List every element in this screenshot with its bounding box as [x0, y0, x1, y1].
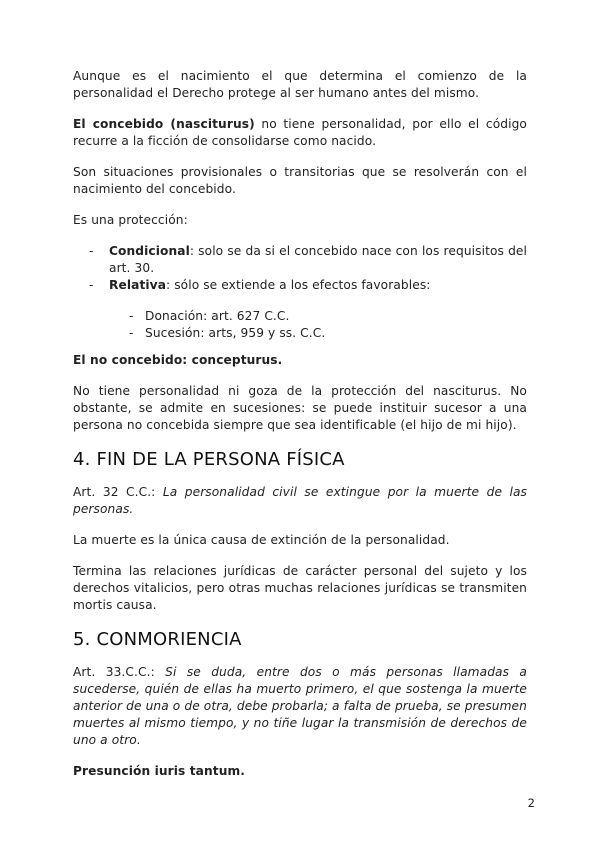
list-item-conditional — [109, 243, 527, 277]
paragraph-birth-protection: Aunque es el nacimiento el que determina el comienzo de la personalidad el Derecho protege al ser humano antes del mismo. — [73, 69, 527, 100]
page-content — [73, 68, 527, 794]
paragraph-art-33 — [73, 664, 527, 749]
section-heading-end-of-person: 4. FIN DE LA PERSONA FÍSICA — [73, 449, 345, 470]
paragraph-protection-intro: Es una protección: — [73, 213, 188, 227]
list-item-relative-text: : sólo se extiende a los efectos favorables: — [166, 278, 431, 292]
protection-types-list — [73, 243, 527, 294]
favorable-effects-list — [73, 308, 527, 342]
article-33-label: Art. 33.C.C.: — [73, 665, 166, 679]
term-concepturus: El no concebido: concepturus. — [73, 353, 283, 367]
paragraph-art-32 — [73, 484, 527, 518]
article-32-label: Art. 32 C.C.: — [73, 485, 163, 499]
paragraph-concepturus-text: No tiene personalidad ni goza de la protección del nasciturus. No obstante, se admite en sucesiones: se puede instituir sucesor a una persona no concebida siempre que sea identificable (el hijo de mi hijo). — [73, 384, 527, 432]
paragraph-concepturus — [73, 352, 527, 369]
term-relative: Relativa — [109, 278, 167, 292]
term-nasciturus: El concebido (nasciturus) — [73, 117, 255, 131]
paragraph-nasciturus-text: no tiene personalidad, por ello el código recurre a la ficción de consolidarse como nacido. — [73, 117, 527, 148]
section-heading-conmoriencia: 5. CONMORIENCIA — [73, 629, 242, 650]
paragraph-legal-relations: Termina las relaciones jurídicas de carácter personal del sujeto y los derechos vitalicios, pero otras muchas relaciones jurídicas se transmiten mortis causa. — [73, 564, 527, 612]
list-item-donation: - Donación: art. 627 C.C. — [145, 308, 527, 325]
article-33-quote: Si se duda, entre dos o más personas llamadas a sucederse, quién de ellas ha muerto primero, el que sostenga la muerte anterior de una o de otra, debe probarla; a falta de prueba, se presumen muertes al mismo tiempo, y no tiñe lugar la transmisión de derechos de uno a otro. — [73, 665, 527, 747]
article-32-quote: La personalidad civil se extingue por la muerte de las personas. — [73, 485, 527, 516]
paragraph-provisional-situations: Son situaciones provisionales o transitorias que se resolverán con el nacimiento del concebido. — [73, 165, 527, 196]
term-presumption: Presunción iuris tantum. — [73, 764, 246, 778]
paragraph-death-cause: La muerte es la única causa de extinción de la personalidad. — [73, 533, 450, 547]
page-number: 2 — [527, 796, 535, 810]
term-conditional: Condicional — [109, 244, 190, 258]
list-item-conditional-text: : solo se da si el concebido nace con los requisitos del art. 30. — [109, 244, 527, 275]
list-item-succession: - Sucesión: arts, 959 y ss. C.C. — [145, 325, 527, 342]
paragraph-presumption — [73, 763, 527, 780]
list-item-relative — [109, 277, 527, 294]
paragraph-nasciturus — [73, 116, 527, 150]
